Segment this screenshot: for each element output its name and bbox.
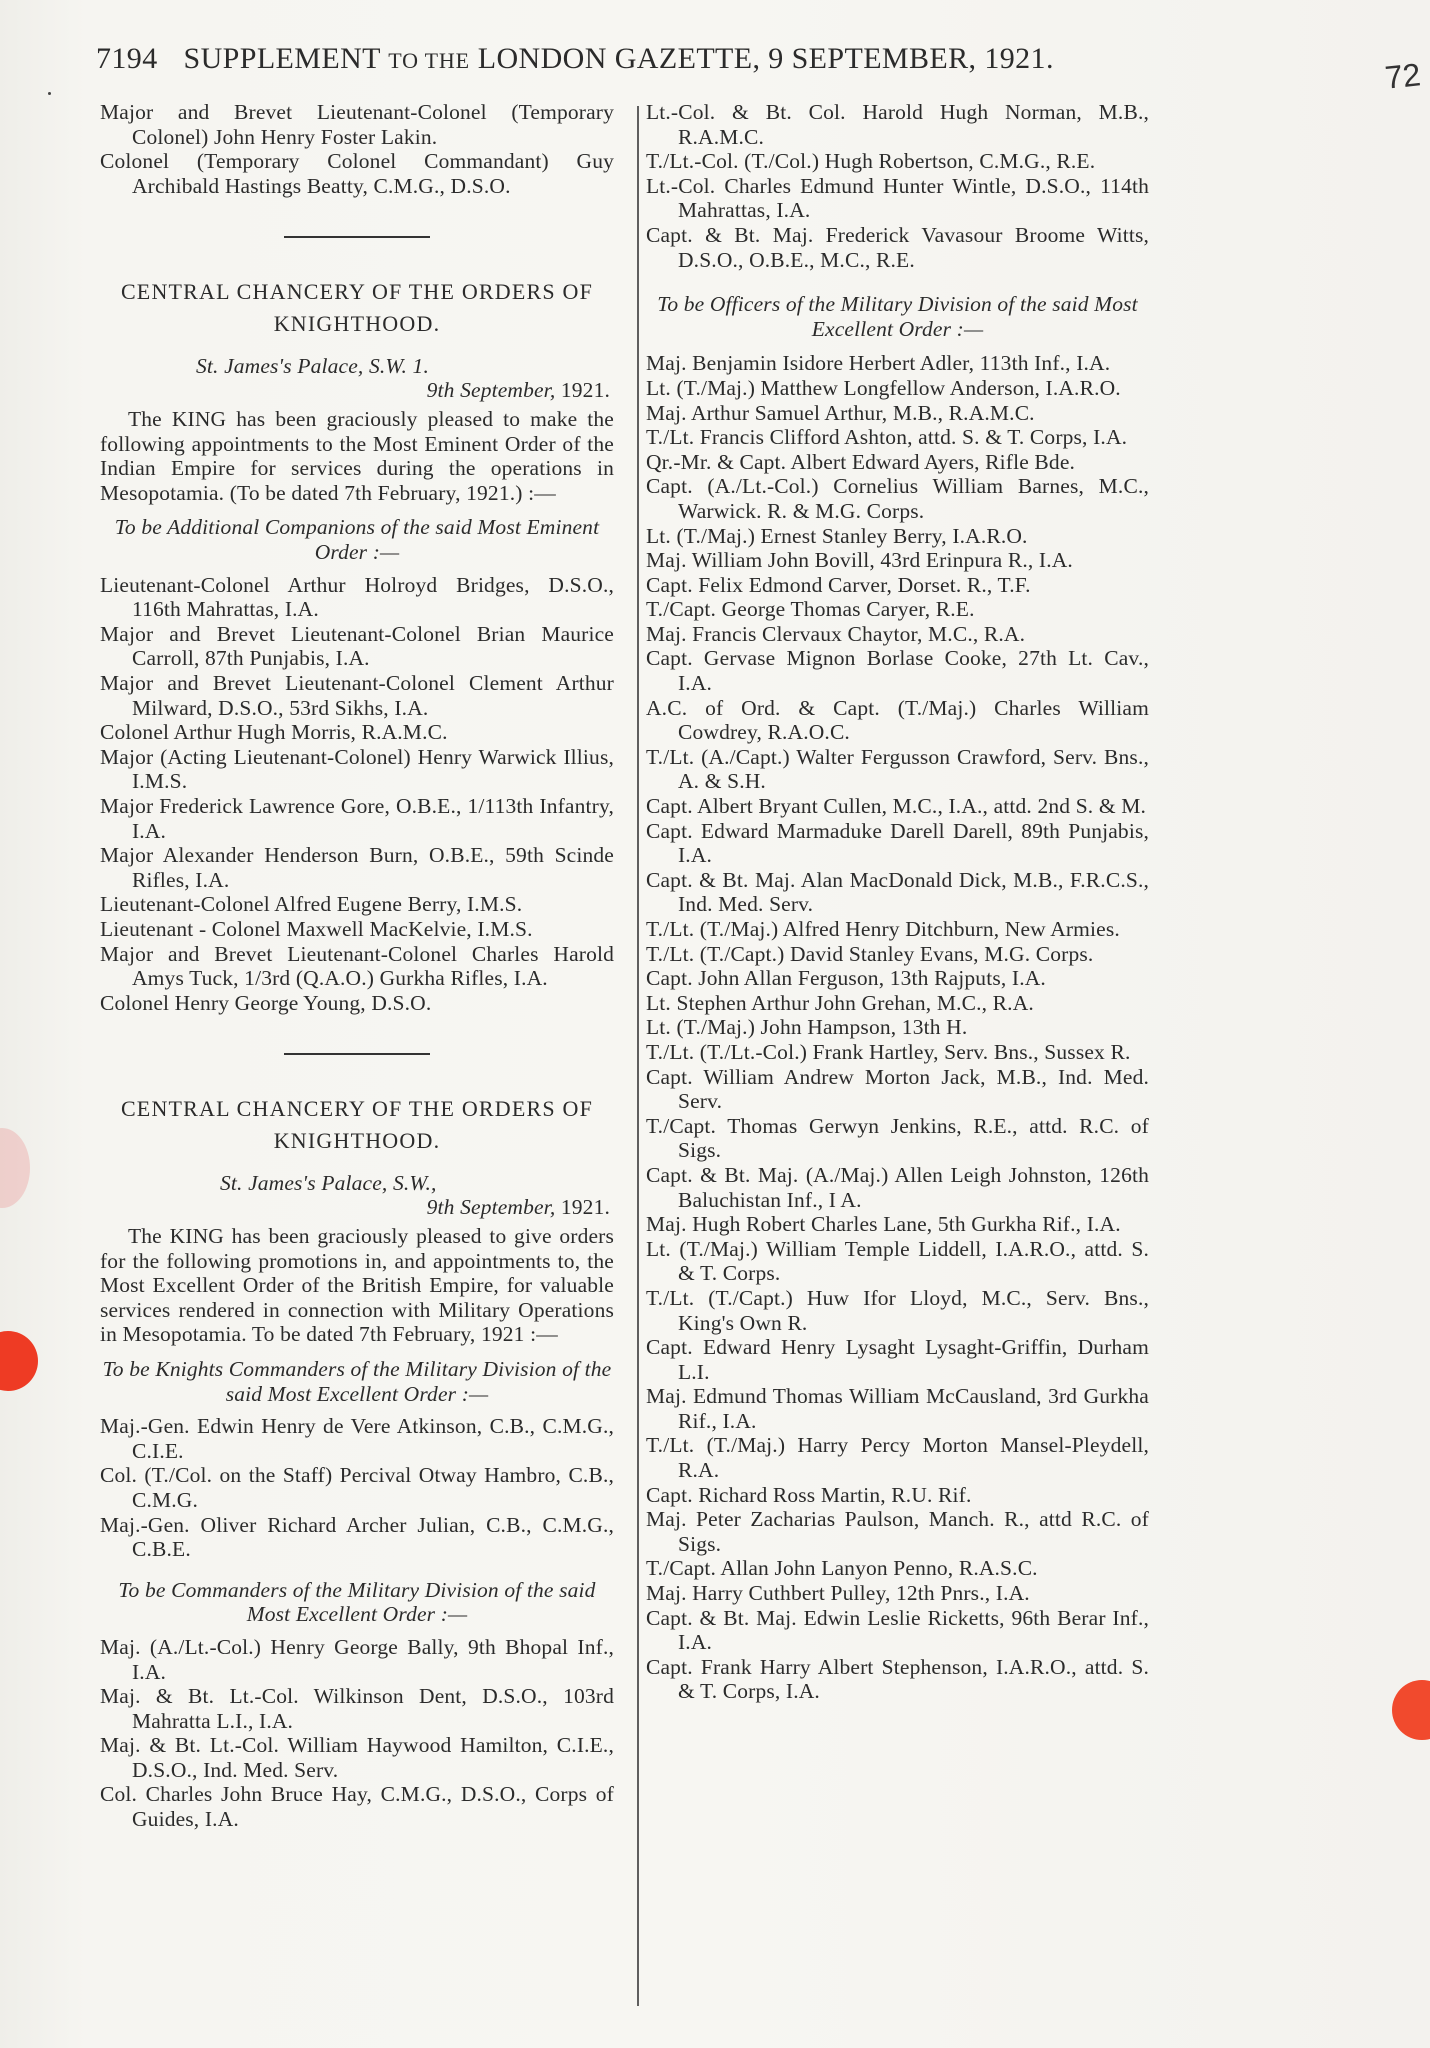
color-marker: [1392, 1680, 1430, 1740]
section2-date-day: 9th September,: [426, 1195, 556, 1220]
officer-entry: T./Lt. (T./Maj.) Alfred Henry Ditchburn, New Armies.: [646, 917, 1120, 941]
section1-place: St. James's Palace, S.W. 1.: [196, 353, 429, 378]
section-rule: [284, 1053, 430, 1055]
section2-place: St. James's Palace, S.W.,: [220, 1170, 437, 1195]
companion-entry: Major and Brevet Lieutenant-Colonel Brian Maurice Carroll, 87th Punjabis, I.A.: [100, 621, 614, 671]
officer-entry: Maj. Arthur Samuel Arthur, M.B., R.A.M.C.: [646, 400, 1035, 425]
commander-entry: T./Lt.-Col. (T./Col.) Hugh Robertson, C.M.G., R.E.: [646, 149, 1096, 174]
section2-date: [100, 1195, 610, 1220]
officer-entry: Maj. Benjamin Isidore Herbert Adler, 113th Inf., I.A.: [646, 351, 1111, 376]
section1-subheading: To be Additional Companions of the said Most Eminent Order :—: [114, 515, 600, 565]
officer-entry: Lt. (T./Maj.) William Temple Liddell, I.A.R.O., attd. S. & T. Corps.: [646, 1236, 1149, 1286]
list-entry: Major and Brevet Lieutenant-Colonel (Temporary Colonel) John Henry Foster Lakin.: [100, 100, 614, 149]
officers-list: [646, 351, 1149, 1704]
companion-entry: Major (Acting Lieutenant-Colonel) Henry Warwick Illius, I.M.S.: [100, 744, 614, 794]
officer-entry: Capt. Gervase Mignon Borlase Cooke, 27th Lt. Cav., I.A.: [646, 646, 1149, 696]
knights-list: [100, 1414, 614, 1562]
right-column: [646, 100, 1149, 1704]
officer-entry: T./Capt. Allan John Lanyon Penno, R.A.S.C.: [646, 1556, 1038, 1581]
commander-entry: Col. Charles John Bruce Hay, C.M.G., D.S.O., Corps of Guides, I.A.: [100, 1782, 614, 1832]
section2-paragraph: The KING has been graciously pleased to give orders for the following promotions in, and appointments to, the Most Excellent Order of the British Empire, for valuable services rendered in connection with Military Operations in Mesopotamia. To be dated 7th February, 1921 :—: [100, 1224, 614, 1347]
officer-entry: Lt. (T./Maj.) Matthew Longfellow Anderson, I.A.R.O.: [646, 375, 1121, 400]
officer-entry: Capt. & Bt. Maj. (A./Maj.) Allen Leigh Johnston, 126th Baluchistan Inf., I A.: [646, 1162, 1149, 1212]
officer-entry: Capt. William Andrew Morton Jack, M.B., Ind. Med. Serv.: [646, 1064, 1149, 1114]
section2-date-year: 1921.: [560, 1195, 610, 1220]
officer-entry: T./Lt. (T./Capt.) Huw Ifor Lloyd, M.C., Serv. Bns., King's Own R.: [646, 1285, 1149, 1335]
knight-entry: Col. (T./Col. on the Staff) Percival Otway Hambro, C.B., C.M.G.: [100, 1463, 614, 1512]
header-title-to-the: TO THE: [388, 48, 470, 73]
section1-date: [100, 378, 610, 403]
section1-date-year: 1921.: [560, 378, 610, 403]
companions-list: [100, 573, 614, 1016]
commander-entry: Maj. & Bt. Lt.-Col. Wilkinson Dent, D.S.O., 103rd Mahratta L.I., I.A.: [100, 1684, 614, 1733]
companion-entry: Major Alexander Henderson Burn, O.B.E., 59th Scinde Rifles, I.A.: [100, 843, 614, 892]
officer-entry: Maj. Francis Clervaux Chaytor, M.C., R.A.: [646, 621, 1026, 646]
officer-entry: Maj. Edmund Thomas William McCausland, 3rd Gurkha Rif., I.A.: [646, 1384, 1149, 1433]
column-divider: [637, 106, 639, 2006]
officer-entry: Qr.-Mr. & Capt. Albert Edward Ayers, Rifle Bde.: [646, 449, 1076, 474]
officer-entry: Capt. Frank Harry Albert Stephenson, I.A.R.O., attd. S. & T. Corps, I.A.: [646, 1654, 1149, 1704]
officer-entry: Capt. John Allan Ferguson, 13th Rajputs, I.A.: [646, 966, 1046, 991]
commander-entry: Lt.-Col. Charles Edmund Hunter Wintle, D.S.O., 114th Mahrattas, I.A.: [646, 173, 1149, 223]
commander-entry: Maj. (A./Lt.-Col.) Henry George Bally, 9th Bhopal Inf., I.A.: [100, 1634, 614, 1684]
opening-entries: [100, 100, 614, 198]
officer-entry: T./Capt. George Thomas Caryer, R.E.: [646, 597, 975, 622]
officer-entry: Lt. (T./Maj.) Ernest Stanley Berry, I.A.R.O.: [646, 523, 1028, 548]
knights-subheading: To be Knights Commanders of the Military Division of the said Most Excellent Order :—: [102, 1356, 612, 1406]
color-marker: [0, 1331, 38, 1391]
officer-entry: Capt. & Bt. Maj. Edwin Leslie Ricketts, 96th Berar Inf., I.A.: [646, 1605, 1149, 1655]
officer-entry: T./Lt. (A./Capt.) Walter Fergusson Crawford, Serv. Bns., A. & S.H.: [646, 744, 1149, 794]
officer-entry: Capt. Felix Edmond Carver, Dorset. R., T.F.: [646, 572, 1031, 597]
officer-entry: T./Lt. (T./Lt.-Col.) Frank Hartley, Serv. Bns., Sussex R.: [646, 1039, 1131, 1064]
officers-subheading: To be Officers of the Military Division of the said Most Excellent Order :—: [657, 292, 1138, 341]
officer-entry: Maj. Harry Cuthbert Pulley, 12th Pnrs., I.A.: [646, 1581, 1030, 1606]
officer-entry: Maj. Hugh Robert Charles Lane, 5th Gurkha Rif., I.A.: [646, 1212, 1121, 1237]
officer-entry: Capt. Richard Ross Martin, R.U. Rif.: [646, 1482, 972, 1507]
officer-entry: T./Lt. (T./Capt.) David Stanley Evans, M.G. Corps.: [646, 941, 1094, 966]
section-rule: [284, 236, 430, 238]
commanders-list-continued: [646, 100, 1149, 272]
officer-entry: Lt. (T./Maj.) John Hampson, 13th H.: [646, 1015, 968, 1040]
section2-heading: CENTRAL CHANCERY OF THE ORDERS OF KNIGHTHOOD.: [120, 1095, 594, 1153]
ink-dot: [48, 92, 51, 95]
left-column: [100, 100, 614, 1832]
section1-date-day: 9th September,: [426, 378, 556, 403]
officer-entry: T./Capt. Thomas Gerwyn Jenkins, R.E., attd. R.C. of Sigs.: [646, 1113, 1149, 1163]
officer-entry: Maj. William John Bovill, 43rd Erinpura R., I.A.: [646, 548, 1073, 573]
header-title-london: LONDON: [477, 42, 607, 75]
commander-entry: Lt.-Col. & Bt. Col. Harold Hugh Norman, M.B., R.A.M.C.: [646, 100, 1149, 149]
commanders-subheading: To be Commanders of the Military Division of the said Most Excellent Order :—: [118, 1577, 596, 1627]
companion-entry: Major Frederick Lawrence Gore, O.B.E., 1/113th Infantry, I.A.: [100, 793, 614, 843]
color-marker: [0, 1128, 30, 1208]
knight-entry: Maj.-Gen. Edwin Henry de Vere Atkinson, C.B., C.M.G., C.I.E.: [100, 1414, 614, 1463]
commander-entry: Maj. & Bt. Lt.-Col. William Haywood Hamilton, C.I.E., D.S.O., Ind. Med. Serv.: [100, 1733, 614, 1782]
companion-entry: Colonel Henry George Young, D.S.O.: [100, 990, 432, 1015]
companion-entry: Lieutenant-Colonel Arthur Holroyd Bridges, D.S.O., 116th Mahrattas, I.A.: [100, 572, 614, 622]
officer-entry: A.C. of Ord. & Capt. (T./Maj.) Charles William Cowdrey, R.A.O.C.: [646, 695, 1149, 745]
officer-entry: Capt. Edward Marmaduke Darell Darell, 89th Punjabis, I.A.: [646, 818, 1149, 868]
officer-entry: Maj. Peter Zacharias Paulson, Manch. R., attd R.C. of Sigs.: [646, 1507, 1149, 1556]
page-header: [96, 42, 1176, 76]
header-title-gazette-date: GAZETTE, 9 SEPTEMBER, 1921.: [614, 42, 1054, 75]
officer-entry: T./Lt. (T./Maj.) Harry Percy Morton Mansel-Pleydell, R.A.: [646, 1433, 1149, 1483]
companion-entry: Major and Brevet Lieutenant-Colonel Charles Harold Amys Tuck, 1/3rd (Q.A.O.) Gurkha Rifles, I.A.: [100, 941, 614, 991]
officer-entry: Capt. & Bt. Maj. Alan MacDonald Dick, M.B., F.R.C.S., Ind. Med. Serv.: [646, 867, 1149, 917]
section1-paragraph: The KING has been graciously pleased to make the following appointments to the Most Eminent Order of the Indian Empire for services during the operations in Mesopotamia. (To be dated 7th February, 1921.) :—: [100, 407, 614, 505]
companion-entry: Major and Brevet Lieutenant-Colonel Clement Arthur Milward, D.S.O., 53rd Sikhs, I.A.: [100, 671, 614, 720]
list-entry: Colonel (Temporary Colonel Commandant) Guy Archibald Hastings Beatty, C.M.G., D.S.O.: [100, 149, 614, 198]
companion-entry: Lieutenant-Colonel Alfred Eugene Berry, I.M.S.: [100, 892, 523, 917]
officer-entry: Lt. Stephen Arthur John Grehan, M.C., R.A.: [646, 990, 1034, 1015]
commander-entry: Capt. & Bt. Maj. Frederick Vavasour Broome Witts, D.S.O., O.B.E., M.C., R.E.: [646, 222, 1149, 272]
commanders-list: [100, 1635, 614, 1832]
page-number: 7194: [96, 42, 158, 75]
header-title-supplement: SUPPLEMENT: [183, 42, 381, 75]
section1-heading: CENTRAL CHANCERY OF THE ORDERS OF KNIGHTHOOD.: [120, 278, 594, 336]
knight-entry: Maj.-Gen. Oliver Richard Archer Julian, C.B., C.M.G., C.B.E.: [100, 1512, 614, 1562]
officer-entry: Capt. Edward Henry Lysaght Lysaght-Griffin, Durham L.I.: [646, 1335, 1149, 1384]
officer-entry: T./Lt. Francis Clifford Ashton, attd. S. & T. Corps, I.A.: [646, 425, 1128, 450]
companion-entry: Colonel Arthur Hugh Morris, R.A.M.C.: [100, 720, 448, 745]
companion-entry: Lieutenant - Colonel Maxwell MacKelvie, I.M.S.: [100, 916, 533, 941]
officer-entry: Capt. Albert Bryant Cullen, M.C., I.A., attd. 2nd S. & M.: [646, 794, 1147, 819]
handwritten-annotation: 72: [1383, 56, 1423, 96]
officer-entry: Capt. (A./Lt.-Col.) Cornelius William Barnes, M.C., Warwick. R. & M.G. Corps.: [646, 474, 1149, 523]
